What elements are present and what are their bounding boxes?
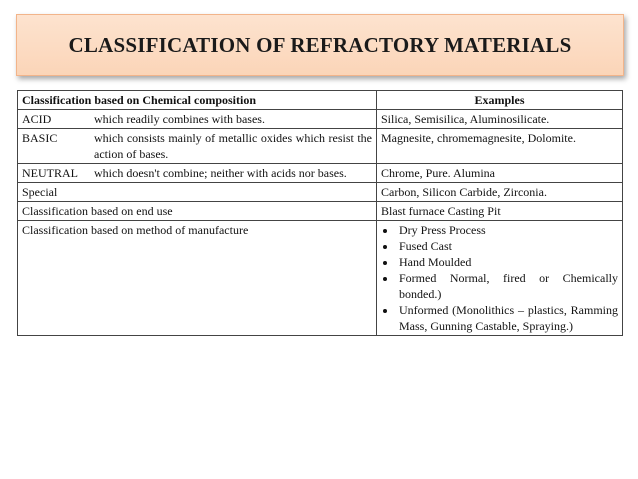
table-row-manufacture [18,221,623,336]
classification-cell [18,164,377,183]
page-title: CLASSIFICATION OF REFRACTORY MATERIALS [68,32,572,57]
class-name: ACID [22,112,52,126]
classification-cell: Classification based on method of manufacture [18,221,377,336]
header-examples: Examples [377,91,623,110]
list-item: • Dry Press Process [397,222,618,238]
class-name: NEUTRAL [22,166,78,180]
table-row-acid [18,110,623,129]
classification-table [17,90,623,336]
list-item: • Unformed (Monolithics – plastics, Ramming Mass, Gunning Castable, Spraying.) [397,302,618,334]
table-row-end-use [18,202,623,221]
class-description: which doesn't combine; neither with acids nor bases. [94,166,347,180]
list-item: • Hand Moulded [397,254,618,270]
examples-cell: Blast furnace Casting Pit [377,202,623,221]
list-item: • Formed Normal, fired or Chemically bonded.) [397,270,618,302]
title-banner [16,14,624,76]
table-row-neutral [18,164,623,183]
header-classification: Classification based on Chemical composition [18,91,377,110]
class-description: which readily combines with bases. [94,112,265,126]
examples-cell: Carbon, Silicon Carbide, Zirconia. [377,183,623,202]
list-item: • Fused Cast [397,238,618,254]
examples-cell: Silica, Semisilica, Aluminosilicate. [377,110,623,129]
examples-cell [377,221,623,336]
table-row-special [18,183,623,202]
class-name: BASIC [22,131,58,145]
examples-cell: Magnesite, chromemagnesite, Dolomite. [377,129,623,164]
classification-cell [18,110,377,129]
classification-cell [18,129,377,164]
examples-cell: Chrome, Pure. Alumina [377,164,623,183]
class-description: which consists mainly of metallic oxides which resist the action of bases. [94,131,372,161]
classification-cell: Special [18,183,377,202]
manufacture-methods-list [381,222,618,334]
table-header-row [18,91,623,110]
table-row-basic [18,129,623,164]
classification-cell: Classification based on end use [18,202,377,221]
